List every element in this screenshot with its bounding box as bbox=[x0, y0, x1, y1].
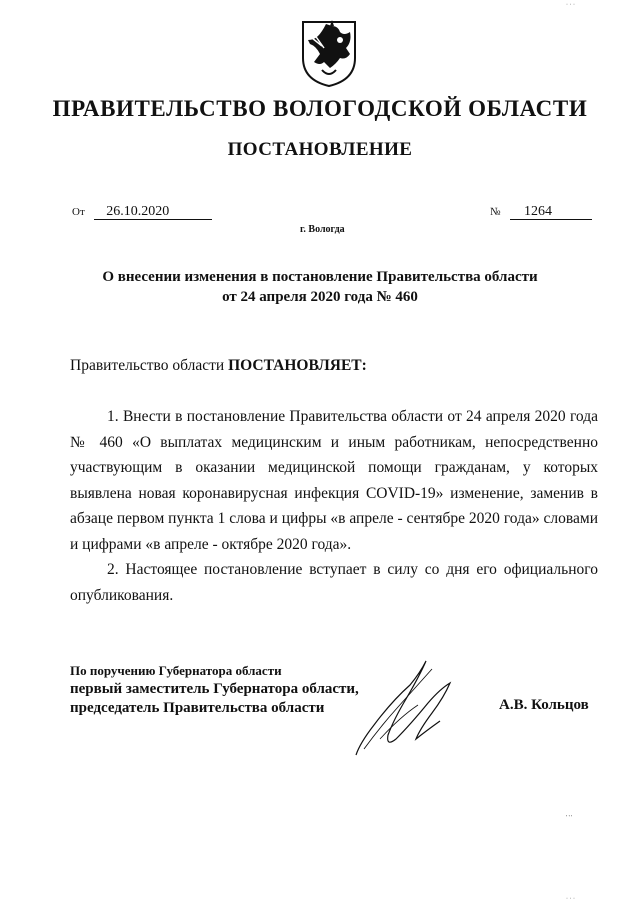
signatory-name: А.В. Кольцов bbox=[499, 697, 589, 713]
document-subject bbox=[70, 267, 570, 307]
scan-mark-bottom: · · · bbox=[566, 896, 575, 902]
scan-mark-top: · · · bbox=[566, 2, 575, 8]
subject-line-2: от 24 апреля 2020 года № 460 bbox=[222, 289, 418, 305]
government-title: ПРАВИТЕЛЬСТВО ВОЛОГОДСКОЙ ОБЛАСТИ bbox=[52, 96, 588, 121]
preamble-prefix: Правительство области bbox=[70, 357, 229, 374]
date-field bbox=[72, 204, 212, 220]
document-type: ПОСТАНОВЛЕНИЕ bbox=[227, 139, 413, 160]
scan-mark-middle: ' ' ' bbox=[566, 815, 573, 821]
signatory-line-1: По поручению Губернатора области bbox=[70, 663, 282, 678]
subject-line-1: О внесении изменения в постановление Правительства области bbox=[102, 269, 538, 285]
number-field bbox=[490, 204, 592, 220]
resolution-item-1: 1. Внести в постановление Правительства области от 24 апреля 2020 года № 460 «О выплатах медицинским и иным работникам, непосредственно участвующим в оказании медицинской помощи гражданам, у которых выявлена новая коронавирусная инфекция COVID-19» изменение, заменив в абзаце первом пункта 1 слова и цифры «в апреле - сентябре 2020 года» словами и цифрами «в апреле - октябре 2020 года». bbox=[70, 408, 598, 553]
handwritten-signature bbox=[340, 655, 470, 760]
signatory-line-3: председатель Правительства области bbox=[70, 700, 325, 716]
date-value: 26.10.2020 bbox=[94, 204, 212, 220]
city-label: г. Вологда bbox=[300, 224, 345, 235]
number-value: 1264 bbox=[510, 204, 592, 220]
signatory-line-2: первый заместитель Губернатора области, bbox=[70, 681, 359, 697]
coat-of-arms-emblem bbox=[300, 18, 358, 88]
preamble-verb: ПОСТАНОВЛЯЕТ: bbox=[228, 357, 367, 374]
preamble bbox=[70, 357, 367, 375]
resolution-items bbox=[70, 404, 598, 608]
resolution-item-2: 2. Настоящее постановление вступает в силу со дня его официального опубликования. bbox=[70, 561, 598, 604]
date-label: От bbox=[72, 206, 85, 218]
number-label: № bbox=[490, 206, 501, 218]
signatory-position bbox=[70, 661, 359, 718]
